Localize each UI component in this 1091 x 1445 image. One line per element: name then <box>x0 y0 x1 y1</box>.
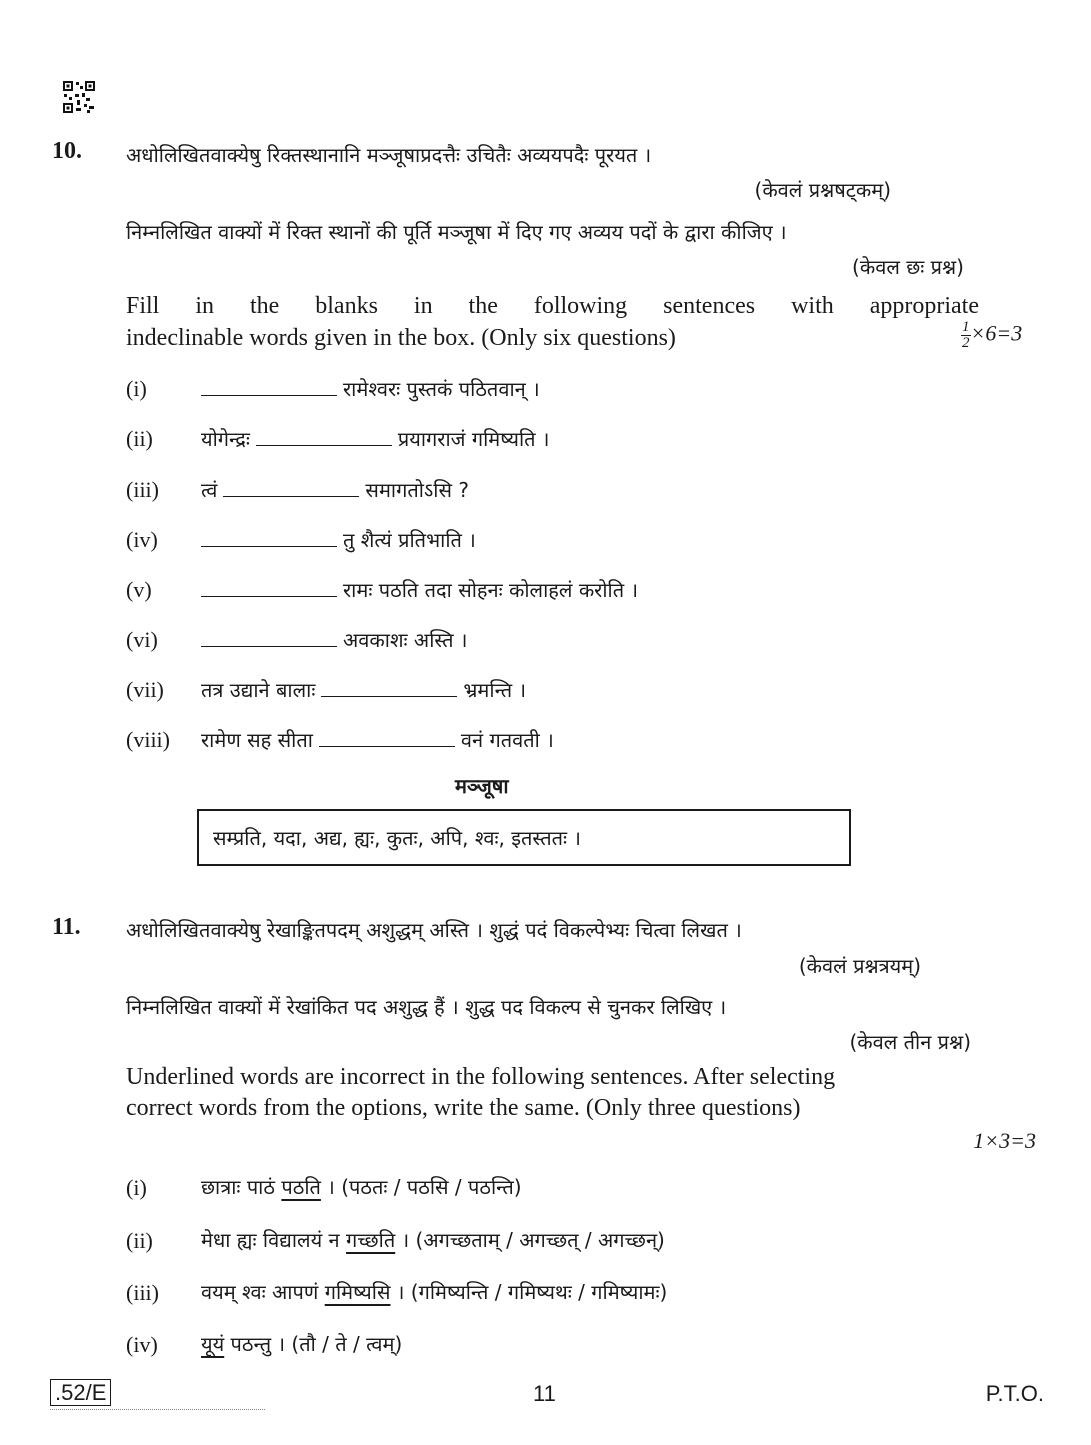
q11-item-label: (i) <box>126 1175 147 1200</box>
qr-code-icon <box>62 80 96 114</box>
underlined-word: यूयं <box>201 1332 225 1356</box>
q10-item-sentence: अवकाशः अस्ति । <box>201 626 468 653</box>
word-box-words: सम्प्रति, यदा, अद्य, ह्यः, कुतः, अपि, श्वः, इतस्ततः । <box>213 826 581 850</box>
q11-item-sentence: वयम् श्वः आपणं गमिष्यसि । (गमिष्यन्ति / गमिष्यथः / गमिष्यामः) <box>201 1280 668 1304</box>
q10-item-sentence: रामेण सह सीता वनं गतवती । <box>201 728 554 752</box>
answer-blank <box>223 495 359 497</box>
question-11-number: 11. <box>52 914 81 940</box>
answer-blank <box>321 695 457 697</box>
q11-item-sentence: छात्राः पाठं पठति । (पठतः / पठसि / पठन्ति) <box>201 1175 522 1199</box>
q11-instruction-english-line2: correct words from the options, write the same. (Only three questions) <box>126 1095 801 1121</box>
q10-item-sentence: त्वं समागतोऽसि ? <box>201 478 469 502</box>
paper-code: .52/E <box>50 1380 111 1406</box>
please-turn-over: P.T.O. <box>985 1381 1044 1406</box>
q11-instruction-sanskrit: अधोलिखितवाक्येषु रेखाङ्कितपदम् अशुद्धम् अस्ति । शुद्धं पदं विकल्पेभ्यः चित्वा लिखत । <box>126 918 742 942</box>
q10-item-label: (vii) <box>126 677 164 702</box>
answer-blank <box>256 444 392 446</box>
q10-item-sentence: तत्र उद्याने बालाः भ्रमन्ति । <box>201 678 527 702</box>
q10-item-label: (iii) <box>126 477 159 502</box>
q10-item-label: (v) <box>126 577 152 602</box>
q10-item-label: (ii) <box>126 426 153 451</box>
answer-blank <box>201 645 337 647</box>
marks-fraction-numerator: 1 <box>962 319 970 335</box>
q10-instruction-english-line1: Fill in the blanks in the following sentences with appropriate <box>126 293 979 319</box>
marks-fraction-denominator: 2 <box>962 335 970 351</box>
q10-item-label: (viii) <box>126 727 170 752</box>
answer-blank <box>201 394 337 396</box>
q11-note-sanskrit: (केवलं प्रश्नत्रयम्) <box>798 954 921 978</box>
underlined-word: गच्छति <box>346 1228 396 1252</box>
answer-blank <box>201 595 337 597</box>
underlined-word: पठति <box>281 1175 321 1199</box>
q10-marks <box>961 320 1022 351</box>
q10-item-sentence: योगेन्द्रः प्रयागराजं गमिष्यति । <box>201 427 550 451</box>
footer-dotted-line <box>50 1409 265 1413</box>
q10-item-sentence: तु शैत्यं प्रतिभाति । <box>201 526 476 553</box>
q11-item-label: (iv) <box>126 1332 158 1357</box>
q11-item-label: (ii) <box>126 1228 153 1253</box>
q10-item-label: (vi) <box>126 627 158 652</box>
answer-blank <box>319 745 455 747</box>
q10-note-sanskrit: (केवलं प्रश्नषट्कम्) <box>754 178 891 202</box>
q10-item-label: (i) <box>126 376 147 401</box>
q11-instruction-english-line1: Underlined words are incorrect in the following sentences. After selecting <box>126 1064 836 1090</box>
q10-item-sentence: रामः पठति तदा सोहनः कोलाहलं करोति । <box>201 576 638 603</box>
q10-instruction-sanskrit: अधोलिखितवाक्येषु रिक्तस्थानानि मञ्जूषाप्रदत्तैः उचितैः अव्ययपदैः पूरयत । <box>126 143 652 167</box>
q11-marks: 1×3=3 <box>973 1128 1036 1153</box>
word-box <box>197 809 851 866</box>
word-box-title: मञ्जूषा <box>455 774 509 798</box>
q10-note-hindi: (केवल छः प्रश्न) <box>852 255 964 279</box>
q10-item-sentence: रामेश्वरः पुस्तकं पठितवान् । <box>201 375 540 402</box>
q11-item-label: (iii) <box>126 1280 159 1305</box>
page-number: 11 <box>533 1381 556 1406</box>
q10-instruction-hindi: निम्नलिखित वाक्यों में रिक्त स्थानों की पूर्ति मञ्जूषा में दिए गए अव्यय पदों के द्वारा कीजिए । <box>126 220 787 244</box>
question-10-number: 10. <box>52 138 82 164</box>
underlined-word: गमिष्यसि <box>324 1280 391 1304</box>
q10-item-label: (iv) <box>126 527 158 552</box>
marks-fraction-rest: ×6=3 <box>970 320 1023 346</box>
q11-item-sentence: यूयं पठन्तु । (तौ / ते / त्वम्) <box>201 1332 403 1356</box>
answer-blank <box>201 545 337 547</box>
q10-instruction-english-line2: indeclinable words given in the box. (Only six questions) <box>126 325 676 351</box>
q11-instruction-hindi: निम्नलिखित वाक्यों में रेखांकित पद अशुद्ध हैं । शुद्ध पद विकल्प से चुनकर लिखिए । <box>126 995 727 1019</box>
q11-note-hindi: (केवल तीन प्रश्न) <box>849 1030 971 1054</box>
q11-item-sentence: मेधा ह्यः विद्यालयं न गच्छति । (अगच्छताम् / अगच्छत् / अगच्छन्) <box>201 1228 665 1252</box>
